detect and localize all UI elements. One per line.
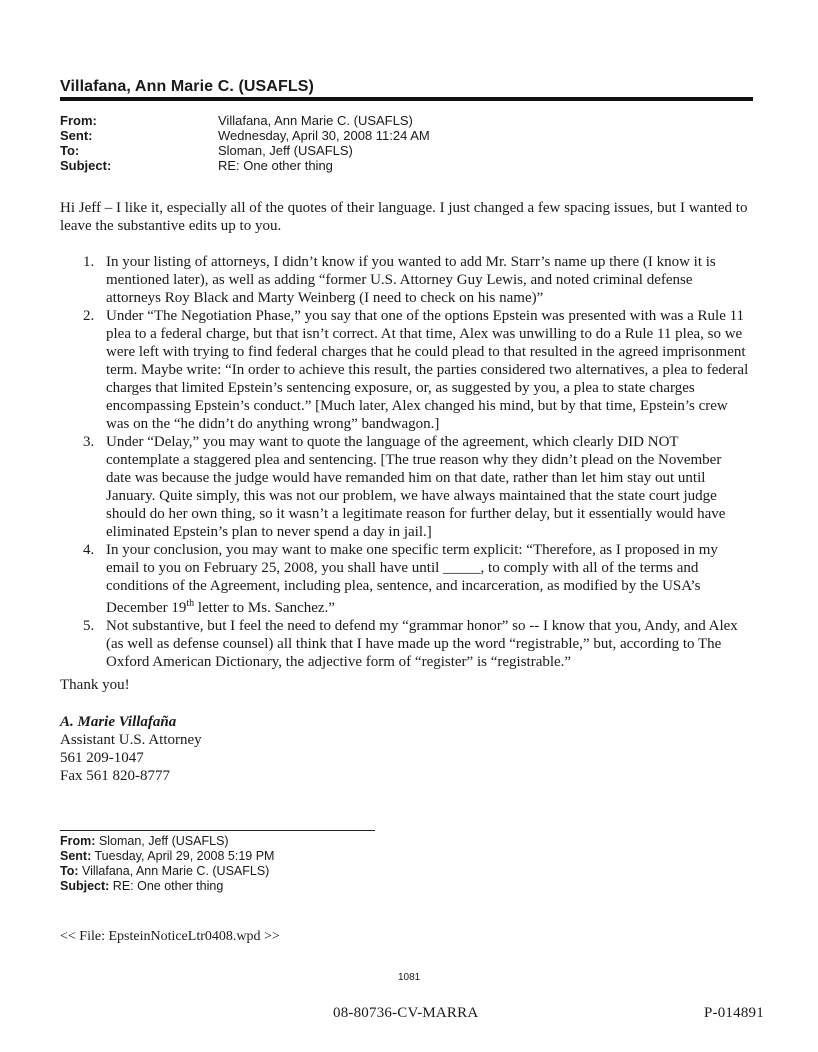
forwarded-to bbox=[60, 864, 274, 879]
list-item bbox=[60, 617, 750, 671]
forwarded-divider bbox=[60, 830, 375, 831]
to-value: Sloman, Jeff (USAFLS) bbox=[218, 143, 353, 158]
list-item bbox=[60, 433, 750, 541]
list-item bbox=[60, 253, 750, 307]
sent-value: Wednesday, April 30, 2008 11:24 AM bbox=[218, 128, 430, 143]
list-item-number: 5. bbox=[83, 618, 95, 634]
from-row bbox=[60, 113, 430, 128]
list-item bbox=[60, 541, 750, 617]
signature-fax: Fax 561 820-8777 bbox=[60, 768, 170, 784]
page-number: 1081 bbox=[398, 972, 421, 983]
list-item-text: In your listing of attorneys, I didn’t know if you wanted to add Mr. Starr’s name up there (I know it is mentioned later), as well as adding “former U.S. Attorney Guy Lewis, and noted criminal defense attorneys Roy Black and Marty Weinberg (I need to check on his name)” bbox=[106, 254, 716, 306]
forwarded-subject-value: RE: One other thing bbox=[109, 879, 224, 893]
list-item bbox=[60, 307, 750, 433]
forwarded-subject-label: Subject: bbox=[60, 879, 110, 893]
from-value: Villafana, Ann Marie C. (USAFLS) bbox=[218, 113, 413, 128]
subject-label: Subject: bbox=[60, 158, 112, 173]
list-item-number: 3. bbox=[83, 434, 95, 450]
forwarded-sent-value: Tuesday, April 29, 2008 5:19 PM bbox=[91, 849, 275, 863]
from-label: From: bbox=[60, 113, 97, 128]
email-metadata bbox=[60, 113, 430, 173]
sent-label: Sent: bbox=[60, 128, 93, 143]
sent-row bbox=[60, 128, 430, 143]
bates-number: P-014891 bbox=[704, 1005, 764, 1021]
list-item-number: 4. bbox=[83, 542, 95, 558]
intro-paragraph: Hi Jeff – I like it, especially all of the quotes of their language. I just changed a few spacing issues, but I wanted to leave the substantive edits up to you. bbox=[60, 200, 748, 234]
closing-thanks: Thank you! bbox=[60, 677, 130, 693]
subject-row bbox=[60, 158, 430, 173]
attachment-reference: << File: EpsteinNoticeLtr0408.wpd >> bbox=[60, 929, 280, 944]
forwarded-from-label: From: bbox=[60, 834, 96, 848]
list-item-text: Under “Delay,” you may want to quote the language of the agreement, which clearly DID NOT contemplate a staggered plea and sentencing. [The true reason why they didn’t plead on the November date was because the judge would have remanded him on that date, rather than let him stay out until January. Quite simply, this was not our problem, we have always maintained that the state court judge should do her own thing, so it wasn’t a legitimate reason for further delay, but it essentially would have eliminated Epstein’s plan to never spend a day in jail.] bbox=[106, 434, 726, 540]
list-item-text-part: In your conclusion, you may want to make one specific term explicit: “Therefore, as I proposed in my email to you on February 25, 2008, you shall have until _____, to comply with all of the terms and conditions of the Agreement, including plea, sentence, and incarceration, as modified by the USA’s December 19 bbox=[106, 542, 718, 616]
email-body bbox=[60, 199, 750, 671]
ordinal-suffix: th bbox=[186, 598, 195, 609]
forwarded-header bbox=[60, 834, 274, 894]
to-label: To: bbox=[60, 143, 80, 158]
list-item-text: Not substantive, but I feel the need to defend my “grammar honor” so -- I know that you, Andy, and Alex (as well as defense counsel) all think that I have made up the word “registrable,” but, according to The Oxford American Dictionary, the adjective form of “register” is “registrable.” bbox=[106, 618, 738, 670]
signature-title: Assistant U.S. Attorney bbox=[60, 732, 202, 748]
list-item-text-part: letter to Ms. Sanchez.” bbox=[194, 600, 335, 616]
forwarded-to-value: Villafana, Ann Marie C. (USAFLS) bbox=[78, 864, 270, 878]
header-divider bbox=[60, 97, 753, 101]
signature-name: A. Marie Villafaña bbox=[60, 714, 177, 730]
list-item-text bbox=[106, 542, 718, 616]
to-row bbox=[60, 143, 430, 158]
forwarded-from-value: Sloman, Jeff (USAFLS) bbox=[95, 834, 229, 848]
subject-value: RE: One other thing bbox=[218, 158, 333, 173]
forwarded-to-label: To: bbox=[60, 864, 79, 878]
case-number: 08-80736-CV-MARRA bbox=[333, 1005, 479, 1021]
list-item-text: Under “The Negotiation Phase,” you say that one of the options Epstein was presented with was a Rule 11 plea to a federal charge, but that isn’t correct. At that time, Alex was unwilling to do a Rule 11 plea, so we were left with trying to find federal charges that he could plead to that resulted in the agreed imprisonment term. Maybe write: “In order to achieve this result, the parties considered two alternatives, a plea to federal charges that limited Epstein’s sentencing exposure, or, as suggested by you, a plea to state charges encompassing Epstein’s conduct.” [Much later, Alex changed his mind, but by that time, Epstein’s crew was on the “he didn’t do anything wrong” bandwagon.] bbox=[106, 308, 749, 432]
signature-phone: 561 209-1047 bbox=[60, 750, 144, 766]
forwarded-sent bbox=[60, 849, 274, 864]
forwarded-from bbox=[60, 834, 274, 849]
points-list bbox=[60, 253, 750, 671]
email-header-name: Villafana, Ann Marie C. (USAFLS) bbox=[60, 78, 314, 95]
list-item-number: 2. bbox=[83, 308, 95, 324]
list-item-number: 1. bbox=[83, 254, 95, 270]
forwarded-subject bbox=[60, 879, 274, 894]
forwarded-sent-label: Sent: bbox=[60, 849, 92, 863]
signature-block bbox=[60, 713, 202, 785]
